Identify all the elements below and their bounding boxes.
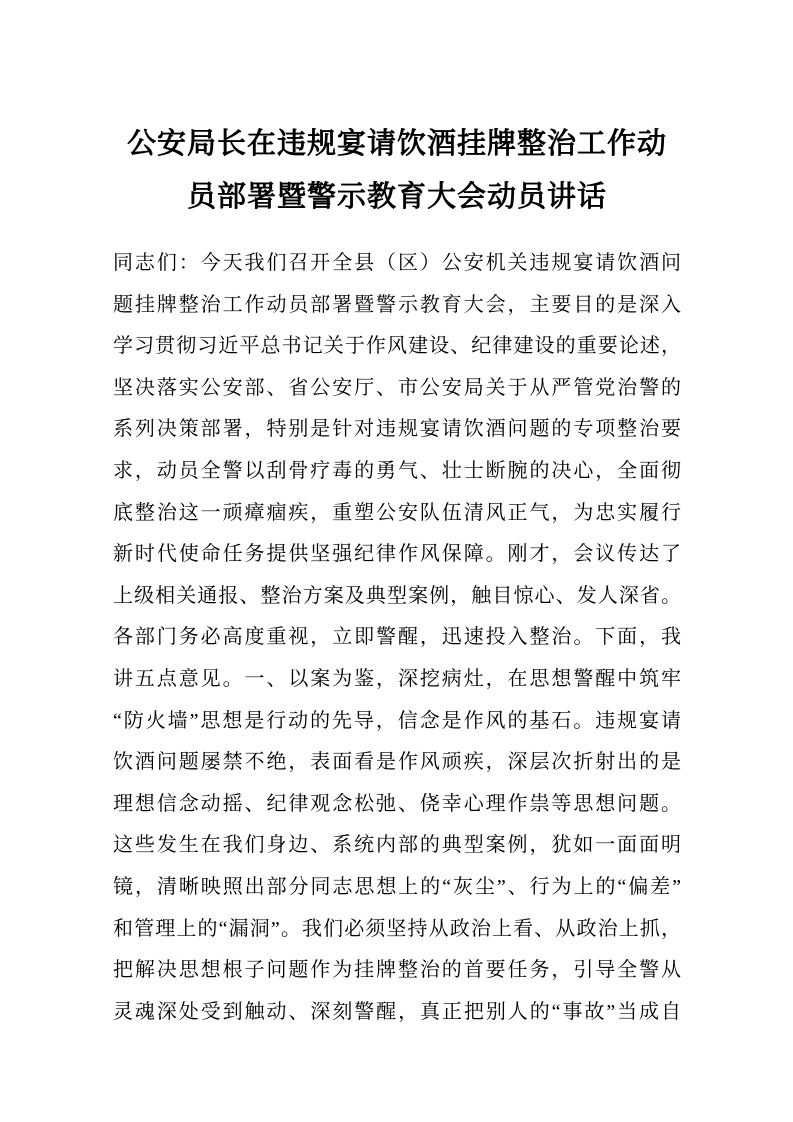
body-text-line: 上级相关通报、整治方案及典型案例，触目惊心、发人深省。 [113, 584, 681, 607]
document-title [113, 118, 681, 224]
body-text-line: 饮酒问题屡禁不绝，表面看是作风顽疾，深层次折射出的是 [113, 751, 681, 774]
body-text-line: 坚决落实公安部、省公安厅、市公安局关于从严管党治警的 [113, 376, 681, 399]
body-text-line: 题挂牌整治工作动员部署暨警示教育大会，主要目的是深入 [113, 293, 681, 316]
body-text-line: 理想信念动摇、纪律观念松弛、侥幸心理作祟等思想问题。 [113, 792, 681, 815]
body-text-line: 和管理上的“漏洞”。我们必须坚持从政治上看、从政治上抓， [113, 917, 681, 940]
body-text-line: 把解决思想根子问题作为挂牌整治的首要任务，引导全警从 [113, 959, 681, 982]
document-title-line-2: 员部署暨警示教育大会动员讲话 [186, 181, 607, 213]
body-text-line: 学习贯彻习近平总书记关于作风建设、纪律建设的重要论述， [113, 335, 681, 358]
document-content [113, 0, 681, 1033]
body-text-line: “防火墙”思想是行动的先导，信念是作风的基石。违规宴请 [113, 709, 681, 732]
body-text-line: 镜，清晰映照出部分同志思想上的“灰尘”、行为上的“偏差” [113, 875, 681, 898]
body-text-line: 这些发生在我们身边、系统内部的典型案例，犹如一面面明 [113, 834, 681, 857]
document-title-line-1: 公安局长在违规宴请饮酒挂牌整治工作动 [126, 128, 667, 160]
body-text-line: 灵魂深处受到触动、深刻警醒，真正把别人的“事故”当成自 [113, 1000, 681, 1023]
body-text-line: 系列决策部署，特别是针对违规宴请饮酒问题的专项整治要 [113, 418, 681, 441]
body-text-line: 同志们：今天我们召开全县（区）公安机关违规宴请饮酒问 [113, 252, 681, 274]
body-text-line: 新时代使命任务提供坚强纪律作风保障。刚才，会议传达了 [113, 543, 681, 566]
body-text-line: 各部门务必高度重视，立即警醒，迅速投入整治。下面，我 [113, 626, 681, 649]
body-text-line: 底整治这一顽瘴痼疾，重塑公安队伍清风正气，为忠实履行 [113, 501, 681, 524]
body-text-line: 求，动员全警以刮骨疗毒的勇气、壮士断腕的决心，全面彻 [113, 459, 681, 482]
body-text-line: 讲五点意见。一、以案为鉴，深挖病灶，在思想警醒中筑牢 [113, 667, 681, 690]
document-body [113, 243, 681, 1033]
